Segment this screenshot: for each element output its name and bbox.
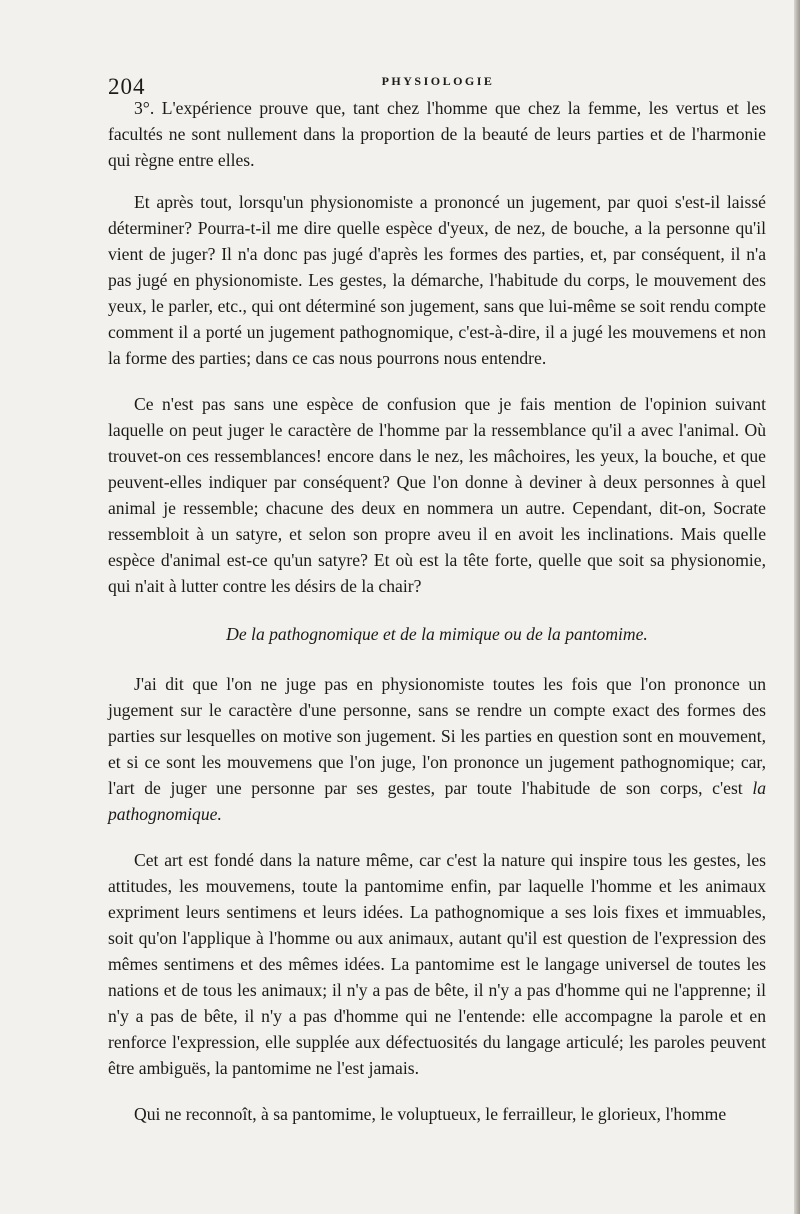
page-number: 204 bbox=[108, 74, 146, 99]
running-title: PHYSIOLOGIE bbox=[381, 74, 495, 88]
section-paragraph-1-italic: la pathognomique. bbox=[108, 778, 766, 824]
section-paragraph-1 bbox=[108, 671, 766, 827]
section-paragraph-3: Qui ne reconnoît, à sa pantomime, le voluptueux, le ferrailleur, le glorieux, l'homme bbox=[134, 1104, 727, 1124]
section-heading: De la pathognomique et de la mimique ou de la pantomime. bbox=[226, 624, 648, 644]
body-text bbox=[108, 95, 766, 1127]
section-paragraph-1-text: J'ai dit que l'on ne juge pas en physionomiste toutes les fois que l'on prononce un jugement sur le caractère d'une personne, sans se rendre un compte exact des formes des parties sur lesquelles on motive son jugement. Si les parties en question sont en mouvement, et si ce sont les mouvemens que l'on juge, l'on prononce un jugement pathognomique; car, l'art de juger une personne par ses gestes, par toute l'habitude de son corps, c'est bbox=[108, 674, 766, 798]
paragraph-3: Ce n'est pas sans une espèce de confusion que je fais mention de l'opinion suivant laquelle on peut juger le caractère de l'homme par la ressemblance qu'il a avec l'animal. Où trouvet-on ces ressemblances! encore dans le nez, les mâchoires, les yeux, la bouche, et que peuvent-elles indiquer par conséquent? Que l'on donne à deviner à deux personnes à quel animal je ressemble; chacune des deux en nommera un autre. Cependant, dit-on, Socrate ressembloit à un satyre, et selon son propre aveu il en avoit les inclinations. Mais quelle espèce d'animal est-ce qu'un satyre? Et où est la tête forte, quelle que soit sa physionomie, qui n'ait à lutter contre les désirs de la chair? bbox=[108, 394, 766, 596]
page-edge-shadow bbox=[794, 0, 800, 1214]
paragraph-1: 3°. L'expérience prouve que, tant chez l'homme que chez la femme, les vertus et les facultés ne sont nullement dans la proportion de la beauté de leurs parties et de l'harmonie qui règne entre elles. bbox=[108, 98, 766, 170]
paragraph-2: Et après tout, lorsqu'un physionomiste a prononcé un jugement, par quoi s'est-il laissé déterminer? Pourra-t-il me dire quelle espèce d'yeux, de nez, de bouche, a la personne qu'il vient de juger? Il n'a donc pas jugé d'après les formes des parties, et, par conséquent, il n'a pas jugé en physionomiste. Les gestes, la démarche, l'habitude du corps, le mouvement des yeux, le parler, etc., qui ont déterminé son jugement, sans que lui-même se soit rendu compte comment il a porté un jugement pathognomique, c'est-à-dire, il a jugé les mouvemens et non la forme des parties; dans ce cas nous pourrons nous entendre. bbox=[108, 192, 766, 368]
section-paragraph-2: Cet art est fondé dans la nature même, car c'est la nature qui inspire tous les gestes, les attitudes, les mouvemens, toute la pantomime enfin, par laquelle l'homme et les animaux expriment leurs sentimens et leurs idées. La pathognomique a ses lois fixes et immuables, soit qu'on l'applique à l'homme ou aux animaux, autant qu'il est question de l'expression des mêmes sentimens et des mêmes idées. La pantomime est le langage universel de toutes les nations et de tous les animaux; il n'y a pas de bête, il n'y a pas d'homme qui ne l'apprenne; il n'y a pas de bête, il n'y a pas d'homme qui ne l'entende: elle accompagne la parole et en renforce l'expression, elle supplée aux défectuosités du langage articulé; les paroles peuvent être ambiguës, la pantomime ne l'est jamais. bbox=[108, 850, 766, 1078]
